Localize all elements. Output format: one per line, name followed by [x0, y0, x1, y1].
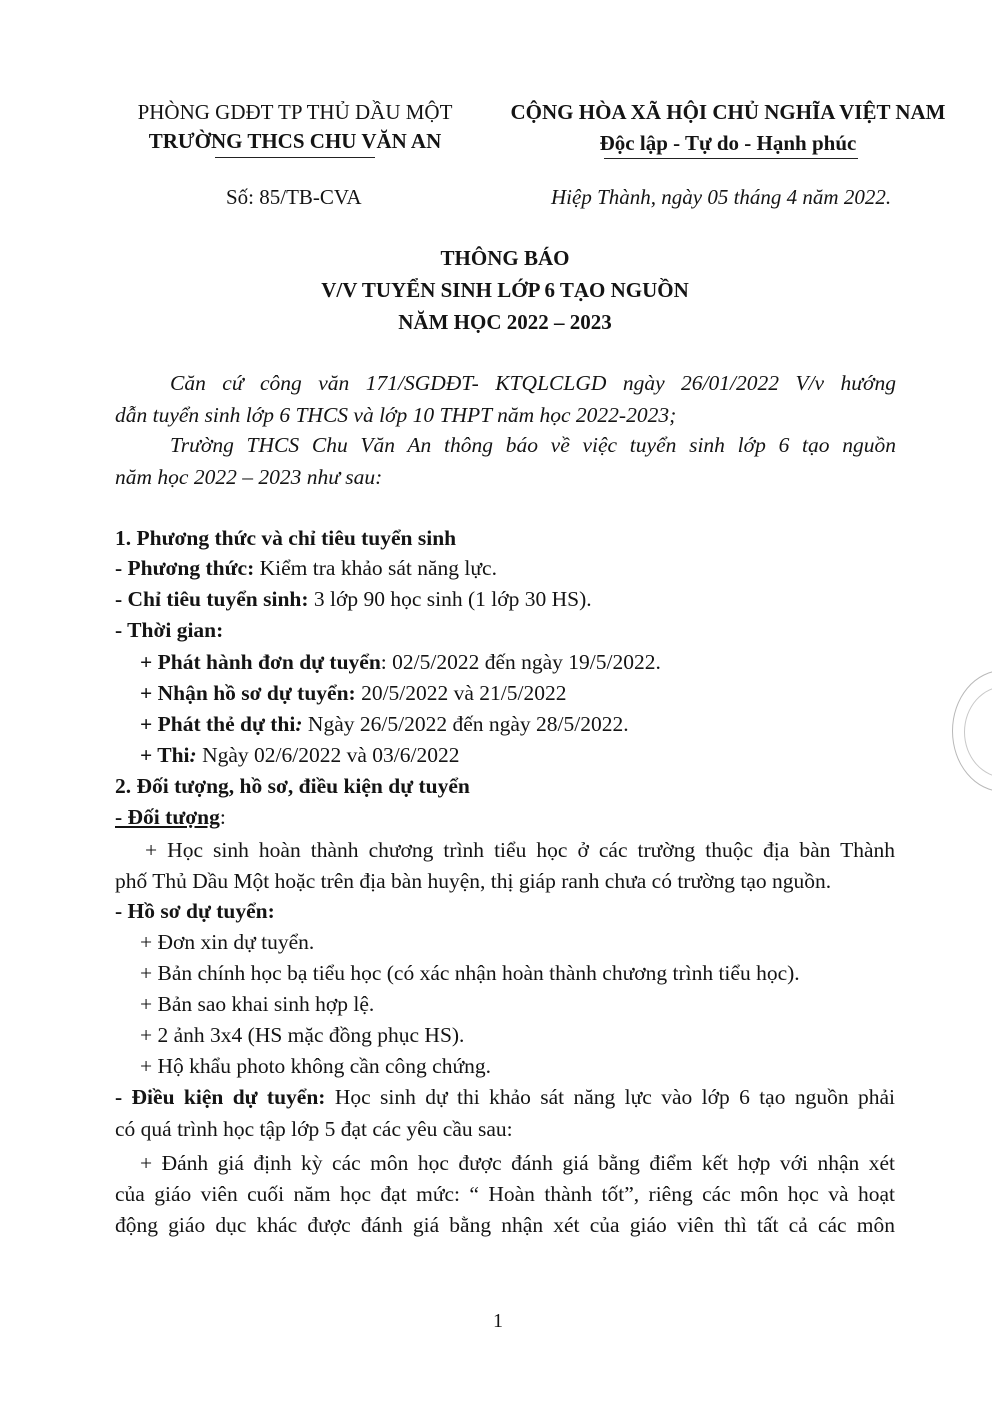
doc-item: + 2 ảnh 3x4 (HS mặc đồng phục HS). — [140, 1023, 465, 1047]
docs-label: - Hồ sơ dự tuyển: — [115, 899, 275, 923]
doc-item: + Bản chính học bạ tiểu học (có xác nhận hoàn thành chương trình tiểu học). — [140, 961, 800, 985]
department-name: PHÒNG GDĐT TP THỦ DẦU MỘT — [137, 100, 453, 124]
time-item-label: + Phát thẻ dự thi — [140, 712, 296, 736]
time-item-label: + Phát hành đơn dự tuyển — [140, 650, 381, 674]
method-line — [115, 556, 497, 581]
doc-item: + Đơn xin dự tuyển. — [140, 930, 315, 954]
target-line2: phố Thủ Dầu Một hoặc trên địa bàn huyện, thị giáp ranh chưa có trường tạo nguồn. — [115, 869, 832, 893]
document-title: THÔNG BÁO — [440, 246, 570, 270]
document-subtitle: V/V TUYỂN SINH LỚP 6 TẠO NGUỒN — [321, 278, 689, 302]
condition-detail-line3: động giáo dục khác được đánh giá bằng nhận xét của giáo viên thì tất cả các môn — [115, 1213, 895, 1237]
place-date: Hiệp Thành, ngày 05 tháng 4 năm 2022. — [551, 185, 892, 209]
quota-label: - Chỉ tiêu tuyển sinh: — [115, 587, 309, 611]
school-name-underline — [215, 157, 375, 158]
page-number: 1 — [493, 1310, 503, 1332]
condition-detail-line1: + Đánh giá định kỳ các môn học được đánh giá bằng điểm kết hợp với nhận xét — [140, 1151, 895, 1175]
method-value: Kiểm tra khảo sát năng lực. — [254, 556, 497, 580]
condition-detail-line2: của giáo viên cuối năm học đạt mức: “ Hoàn thành tốt”, riêng các môn học và hoạt — [115, 1182, 895, 1206]
section1-heading: 1. Phương thức và chỉ tiêu tuyển sinh — [115, 526, 457, 550]
quota-line — [115, 587, 592, 612]
time-item-application — [140, 650, 661, 675]
section2-heading: 2. Đối tượng, hồ sơ, điều kiện dự tuyển — [115, 774, 470, 798]
legal-basis-line2: dẫn tuyển sinh lớp 6 THCS và lớp 10 THPT năm học 2022-2023; — [115, 403, 677, 427]
doc-item: + Hộ khẩu photo không cần công chứng. — [140, 1054, 491, 1078]
time-item-value: 20/5/2022 và 21/5/2022 — [355, 681, 567, 705]
school-name: TRƯỜNG THCS CHU VĂN AN — [148, 129, 442, 153]
time-item-exam: + Thi: Ngày 02/6/2022 và 03/6/2022 — [140, 743, 460, 767]
national-motto: Độc lập - Tự do - Hạnh phúc — [599, 131, 857, 155]
quota-value: 3 lớp 90 học sinh (1 lớp 30 HS). — [308, 587, 592, 611]
condition-label: - Điều kiện dự tuyển: — [115, 1085, 326, 1109]
doc-item: + Bản sao khai sinh hợp lệ. — [140, 992, 375, 1016]
announcement-line2: năm học 2022 – 2023 như sau: — [115, 465, 383, 489]
national-title: CỘNG HÒA XÃ HỘI CHỦ NGHĨA VIỆT NAM — [510, 100, 946, 124]
time-item-value: : 02/5/2022 đến ngày 19/5/2022. — [380, 650, 661, 674]
legal-basis-line1: Căn cứ công văn 171/SGDĐT- KTQLCLGD ngày 26/01/2022 V/v hướng — [170, 371, 896, 395]
document-number: Số: 85/TB-CVA — [226, 185, 362, 209]
announcement-line1: Trường THCS Chu Văn An thông báo về việc tuyển sinh lớp 6 tạo nguồn — [170, 433, 896, 457]
condition-line1: - Điều kiện dự tuyển: Học sinh dự thi khảo sát năng lực vào lớp 6 tạo nguồn phải — [115, 1085, 895, 1109]
target-line1: + Học sinh hoàn thành chương trình tiểu học ở các trường thuộc địa bàn Thành — [145, 838, 895, 862]
target-label: - Đối tượng — [115, 805, 220, 829]
time-item-submission — [140, 681, 567, 706]
time-item-label: + Nhận hồ sơ dự tuyển: — [140, 681, 356, 705]
condition-line2: có quá trình học tập lớp 5 đạt các yêu cầu sau: — [115, 1117, 513, 1141]
target-label-line: - Đối tượng: — [115, 805, 226, 829]
school-year: NĂM HỌC 2022 – 2023 — [398, 310, 612, 334]
method-label: - Phương thức: — [115, 556, 255, 580]
time-item-value: Ngày 02/6/2022 và 03/6/2022 — [196, 743, 460, 767]
national-motto-underline — [604, 158, 858, 159]
time-item-value: Ngày 26/5/2022 đến ngày 28/5/2022. — [302, 712, 629, 736]
time-item-label: + Thi — [140, 743, 190, 767]
time-label: - Thời gian: — [115, 618, 224, 642]
time-item-admission-card: + Phát thẻ dự thi: Ngày 26/5/2022 đến ngày 28/5/2022. — [140, 712, 629, 736]
